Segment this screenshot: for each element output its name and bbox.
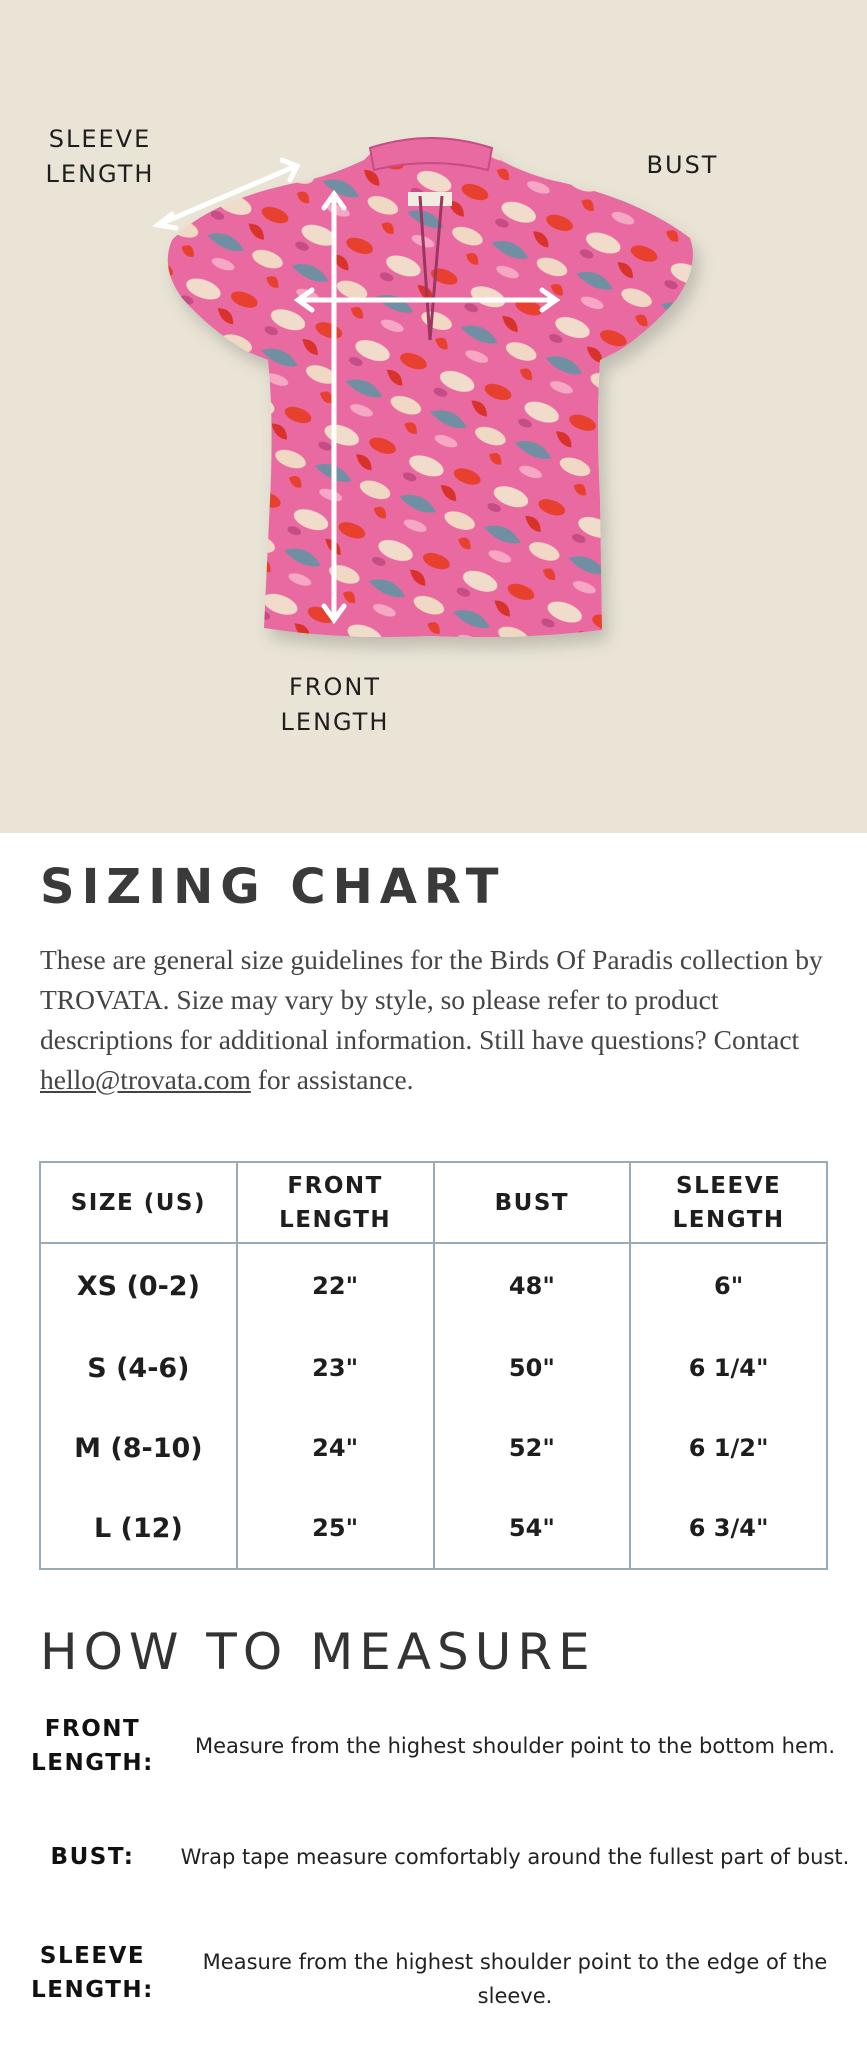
- header-front-length: FRONT LENGTH: [237, 1162, 434, 1243]
- cell-sleeve-length: 6 1/2": [630, 1408, 827, 1488]
- measure-label: FRONT LENGTH:: [31, 1716, 154, 1776]
- cell-bust: 52": [434, 1408, 631, 1488]
- cell-front-length: 23": [237, 1328, 434, 1408]
- cell-sleeve-length: 6 1/4": [630, 1328, 827, 1408]
- header-sleeve-length: SLEEVE LENGTH: [630, 1162, 827, 1243]
- cell-front-length: 25": [237, 1488, 434, 1569]
- cell-front-length: 22": [237, 1243, 434, 1328]
- how-to-measure-title: HOW TO MEASURE: [40, 1623, 596, 1681]
- table-row: [40, 1243, 827, 1328]
- intro-suffix: for assistance.: [250, 1064, 414, 1095]
- bust-label: BUST: [646, 151, 719, 179]
- table-row: [40, 1408, 827, 1488]
- cell-size: XS (0-2): [40, 1243, 237, 1328]
- measure-description: Measure from the highest shoulder point to the bottom hem.: [194, 1734, 836, 1758]
- cell-sleeve-length: 6 3/4": [630, 1488, 827, 1569]
- header-bust: BUST: [434, 1162, 631, 1243]
- cell-size: S (4-6): [40, 1328, 237, 1408]
- table-row: [40, 1488, 827, 1569]
- cell-size: M (8-10): [40, 1408, 237, 1488]
- sizing-intro-text: [40, 940, 840, 1100]
- front-length-label: FRONT LENGTH: [280, 673, 390, 736]
- measure-description: Measure from the highest shoulder point to the edge of the sleeve.: [202, 1950, 828, 2008]
- measure-label: SLEEVE LENGTH:: [31, 1943, 154, 2003]
- size-table: [39, 1161, 828, 1570]
- email-link[interactable]: hello@trovata.com: [40, 1064, 251, 1095]
- table-row: [40, 1328, 827, 1408]
- cell-bust: 50": [434, 1328, 631, 1408]
- header-size: SIZE (US): [40, 1162, 237, 1243]
- table-header-row: [40, 1162, 827, 1243]
- sizing-chart-title: SIZING CHART: [40, 859, 506, 915]
- sleeve-length-label: SLEEVE LENGTH: [45, 125, 155, 188]
- cell-sleeve-length: 6": [630, 1243, 827, 1328]
- measure-label: BUST:: [50, 1844, 135, 1870]
- cell-size: L (12): [40, 1488, 237, 1569]
- intro-text: These are general size guidelines for the Birds Of Paradis collection by TROVATA. Size may vary by style, so please refer to product descriptions for additional information. Still have questions? Contact: [40, 944, 823, 1055]
- cell-bust: 54": [434, 1488, 631, 1569]
- measure-description: Wrap tape measure comfortably around the fullest part of bust.: [180, 1845, 850, 1869]
- cell-bust: 48": [434, 1243, 631, 1328]
- cell-front-length: 24": [237, 1408, 434, 1488]
- hero-image: [0, 0, 867, 833]
